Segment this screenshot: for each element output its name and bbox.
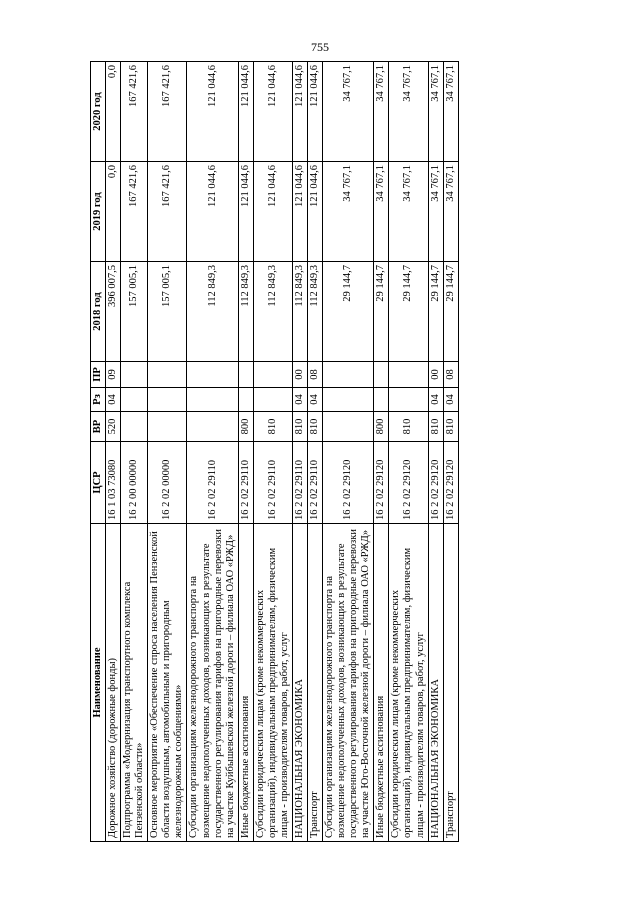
- cell-2020: 121 044,6: [187, 62, 238, 162]
- cell-2019: 34 767,1: [443, 162, 458, 262]
- table-row: [106, 62, 121, 842]
- cell-2019: 121 044,6: [292, 162, 307, 262]
- cell-rz: 04: [106, 388, 121, 412]
- cell-rz: [389, 388, 428, 412]
- rotated-table-wrapper: [90, 62, 550, 842]
- cell-name: Субсидии организациям железнодорожного транспорта на возмещение недополученных доходов, возникающих в результате государственного регулирования тарифов на пригородные перевозки на участке Куйбышевской железной дороги – филиала ОАО «РЖД»: [187, 524, 238, 842]
- cell-name: Иные бюджетные ассигнования: [238, 524, 253, 842]
- cell-rz: [121, 388, 148, 412]
- cell-2019: 34 767,1: [323, 162, 374, 262]
- cell-2020: 34 767,1: [443, 62, 458, 162]
- cell-2018: 112 849,3: [187, 262, 238, 362]
- cell-pr: [238, 362, 253, 388]
- cell-csr: 16 1 03 73080: [106, 442, 121, 524]
- cell-name: Субсидии организациям железнодорожного транспорта на возмещение недополученных доходов, возникающих в результате государственного регулирования тарифов на пригородные перевозки на участке Юго-Восточной железной дороги – филиала ОАО «РЖД»: [323, 524, 374, 842]
- cell-csr: 16 2 02 29110: [238, 442, 253, 524]
- cell-2018: 29 144,7: [323, 262, 374, 362]
- cell-csr: 16 2 02 29110: [253, 442, 292, 524]
- cell-2019: 167 421,6: [121, 162, 148, 262]
- cell-rz: 04: [308, 388, 323, 412]
- col-header-name: Наименование: [91, 524, 106, 842]
- table-row: [443, 62, 458, 842]
- cell-2018: 112 849,3: [292, 262, 307, 362]
- cell-name: НАЦИОНАЛЬНАЯ ЭКОНОМИКА: [428, 524, 443, 842]
- cell-vr: 810: [443, 412, 458, 442]
- cell-2020: 34 767,1: [323, 62, 374, 162]
- table-row: [187, 62, 238, 842]
- cell-rz: [374, 388, 389, 412]
- cell-vr: 810: [292, 412, 307, 442]
- cell-pr: [148, 362, 187, 388]
- cell-name: Дорожное хозяйство (дорожные фонды): [106, 524, 121, 842]
- cell-name: НАЦИОНАЛЬНАЯ ЭКОНОМИКА: [292, 524, 307, 842]
- cell-pr: [121, 362, 148, 388]
- cell-2019: 121 044,6: [308, 162, 323, 262]
- cell-2018: 157 005,1: [121, 262, 148, 362]
- cell-name: Субсидии юридическим лицам (кроме некоммерческих организаций), индивидуальным предпринимателям, физическим лицам - производителям товаров, работ, услуг: [253, 524, 292, 842]
- cell-vr: 810: [308, 412, 323, 442]
- cell-pr: 08: [308, 362, 323, 388]
- cell-pr: 00: [292, 362, 307, 388]
- cell-2020: 167 421,6: [121, 62, 148, 162]
- cell-csr: 16 2 02 29110: [292, 442, 307, 524]
- table-row: [292, 62, 307, 842]
- cell-name: Транспорт: [443, 524, 458, 842]
- cell-pr: 08: [443, 362, 458, 388]
- cell-pr: [253, 362, 292, 388]
- cell-2018: 29 144,7: [374, 262, 389, 362]
- cell-name: Основное мероприятие «Обеспечение спроса населения Пензенской области воздушным, автомобильным и пригородным железнодорожным сообщениями»: [148, 524, 187, 842]
- cell-2019: 121 044,6: [187, 162, 238, 262]
- cell-2019: 34 767,1: [374, 162, 389, 262]
- cell-2019: 167 421,6: [148, 162, 187, 262]
- cell-csr: 16 2 02 29120: [389, 442, 428, 524]
- cell-pr: [374, 362, 389, 388]
- cell-2019: 34 767,1: [389, 162, 428, 262]
- cell-2020: 34 767,1: [428, 62, 443, 162]
- cell-csr: 16 2 02 00000: [148, 442, 187, 524]
- table-row: [428, 62, 443, 842]
- table-body: [106, 62, 459, 842]
- table-row: [374, 62, 389, 842]
- cell-csr: 16 2 02 29120: [443, 442, 458, 524]
- cell-rz: 04: [428, 388, 443, 412]
- cell-2019: 34 767,1: [428, 162, 443, 262]
- cell-vr: 810: [428, 412, 443, 442]
- cell-csr: 16 2 02 29120: [428, 442, 443, 524]
- cell-2020: 34 767,1: [389, 62, 428, 162]
- cell-pr: [187, 362, 238, 388]
- cell-2018: 396 007,5: [106, 262, 121, 362]
- budget-table: [90, 61, 459, 842]
- cell-rz: [253, 388, 292, 412]
- cell-csr: 16 2 02 29120: [323, 442, 374, 524]
- cell-name: Транспорт: [308, 524, 323, 842]
- cell-rz: [187, 388, 238, 412]
- cell-pr: [389, 362, 428, 388]
- col-header-csr: ЦСР: [91, 442, 106, 524]
- cell-2018: 157 005,1: [148, 262, 187, 362]
- cell-2020: 121 044,6: [238, 62, 253, 162]
- cell-2018: 112 849,3: [253, 262, 292, 362]
- table-row: [121, 62, 148, 842]
- cell-2020: 121 044,6: [292, 62, 307, 162]
- cell-name: Подпрограмма «Модернизация транспортного комплекса Пензенской области»: [121, 524, 148, 842]
- cell-2020: 0,0: [106, 62, 121, 162]
- cell-vr: [121, 412, 148, 442]
- cell-2020: 167 421,6: [148, 62, 187, 162]
- cell-2019: 0,0: [106, 162, 121, 262]
- col-header-2018: 2018 год: [91, 262, 106, 362]
- cell-2018: 29 144,7: [443, 262, 458, 362]
- col-header-rz: Рз: [91, 388, 106, 412]
- cell-vr: [187, 412, 238, 442]
- table-row: [389, 62, 428, 842]
- table-row: [308, 62, 323, 842]
- cell-csr: 16 2 02 29110: [187, 442, 238, 524]
- cell-csr: 16 2 00 00000: [121, 442, 148, 524]
- cell-rz: [323, 388, 374, 412]
- cell-2018: 29 144,7: [428, 262, 443, 362]
- cell-2019: 121 044,6: [253, 162, 292, 262]
- cell-rz: 04: [292, 388, 307, 412]
- col-header-pr: ПР: [91, 362, 106, 388]
- cell-csr: 16 2 02 29120: [374, 442, 389, 524]
- cell-vr: 810: [253, 412, 292, 442]
- cell-vr: 810: [389, 412, 428, 442]
- cell-vr: [148, 412, 187, 442]
- table-row: [238, 62, 253, 842]
- cell-2018: 112 849,3: [308, 262, 323, 362]
- page-number: 755: [311, 40, 329, 54]
- cell-2020: 121 044,6: [308, 62, 323, 162]
- cell-vr: [323, 412, 374, 442]
- cell-pr: 00: [428, 362, 443, 388]
- cell-name: Иные бюджетные ассигнования: [374, 524, 389, 842]
- table-header-row: [91, 62, 106, 842]
- col-header-vr: ВР: [91, 412, 106, 442]
- cell-rz: [148, 388, 187, 412]
- table-row: [253, 62, 292, 842]
- cell-2020: 121 044,6: [253, 62, 292, 162]
- cell-csr: 16 2 02 29110: [308, 442, 323, 524]
- table-row: [323, 62, 374, 842]
- cell-vr: 800: [374, 412, 389, 442]
- cell-vr: 800: [238, 412, 253, 442]
- cell-rz: [238, 388, 253, 412]
- table-row: [148, 62, 187, 842]
- cell-2019: 121 044,6: [238, 162, 253, 262]
- cell-2018: 112 849,3: [238, 262, 253, 362]
- cell-2018: 29 144,7: [389, 262, 428, 362]
- col-header-2019: 2019 год: [91, 162, 106, 262]
- cell-2020: 34 767,1: [374, 62, 389, 162]
- cell-vr: 520: [106, 412, 121, 442]
- cell-name: Субсидии юридическим лицам (кроме некоммерческих организаций), индивидуальным предпринимателям, физическим лицам - производителям товаров, работ, услуг: [389, 524, 428, 842]
- cell-rz: 04: [443, 388, 458, 412]
- cell-pr: [323, 362, 374, 388]
- col-header-2020: 2020 год: [91, 62, 106, 162]
- cell-pr: 09: [106, 362, 121, 388]
